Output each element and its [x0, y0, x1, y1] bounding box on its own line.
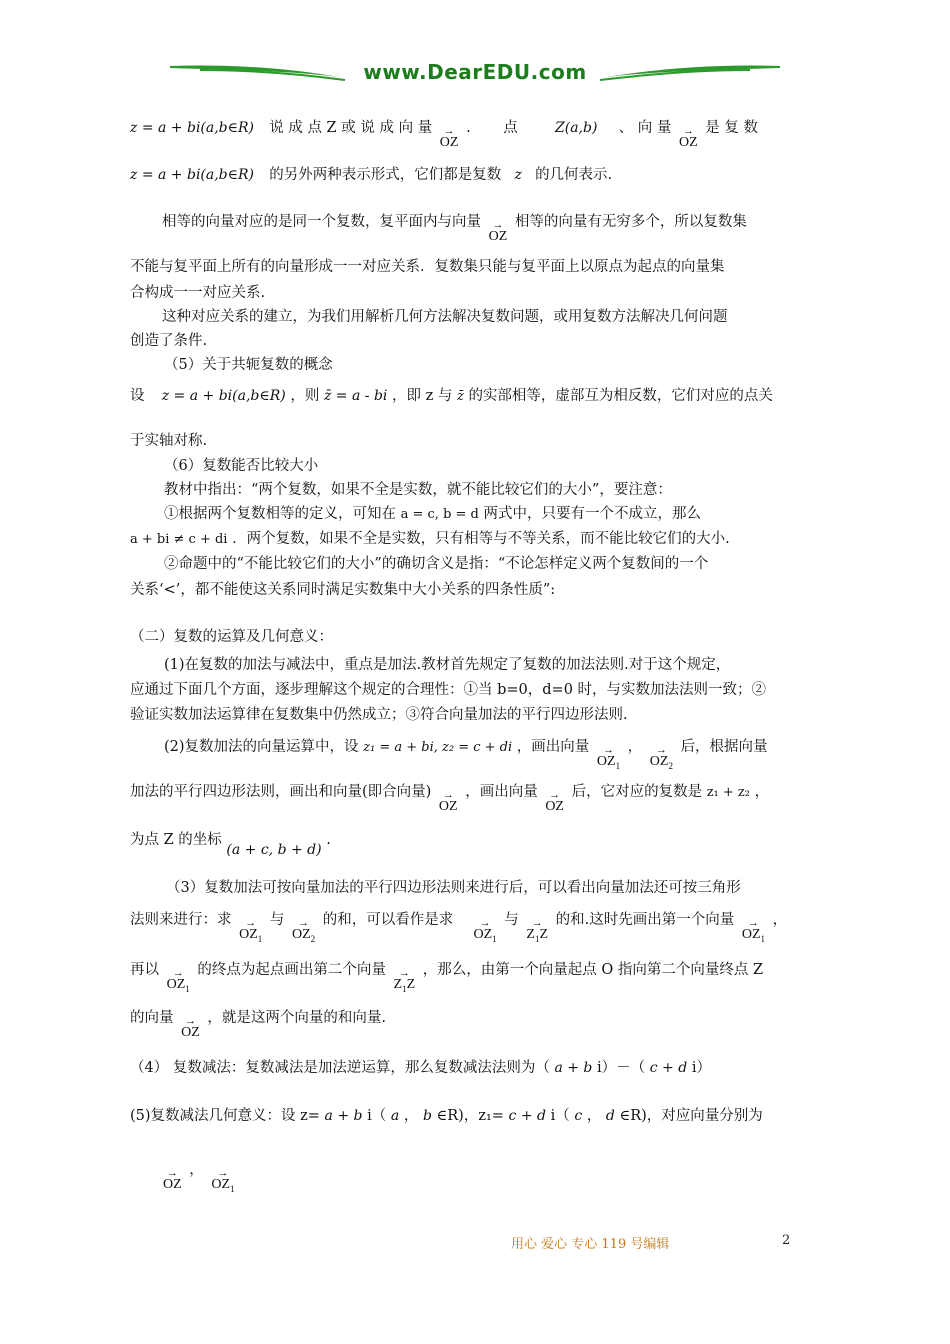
text-line: 应通过下面几个方面，逐步理解这个规定的合理性：①当 b=0，d=0 时，与实数加法法则一致；② — [130, 682, 767, 698]
text-line: 关系‘<’，都不能使这关系同时满足实数集中大小关系的四条性质”: — [130, 582, 556, 598]
formula: c + d — [649, 1060, 688, 1076]
vector-OZ2: → $OZ_2$ — [292, 917, 316, 944]
text-line: （4） 复数减法：复数减法是加法逆运算，那么复数减法法则为（ a + b i）－（ c + d i） — [130, 1060, 711, 1076]
text-line — [130, 165, 612, 185]
formula: z = a + bi(a,b∈R) — [130, 167, 255, 183]
vector-OZ1: → $OZ_1$ — [239, 917, 263, 944]
vector-OZ: → OZ — [545, 789, 564, 814]
vector-OZ1: → $OZ_1$ — [211, 1167, 235, 1194]
text-line: a + bi ≠ c + di ．两个复数，如果不全是实数，只有相等与不等关系，而不能比较它们的大小. — [130, 531, 730, 547]
text-line: 这种对应关系的建立，为我们用解析几何方法解决复数问题，或用复数方法解决几何问题 — [162, 309, 728, 325]
section-heading: （二）复数的运算及几何意义： — [130, 629, 333, 645]
text-line: （3）复数加法可按向量加法的平行四边形法则来进行后，可以看出向量加法还可按三角形 — [166, 880, 741, 896]
text: 是 复 数 — [705, 120, 758, 136]
formula: c + d — [508, 1108, 546, 1124]
text: 点 — [503, 120, 518, 136]
formula: z̄ — [456, 389, 464, 404]
vector-OZ1: → $OZ_1$ — [473, 917, 497, 944]
formula: (a + c, b + d) — [226, 842, 322, 858]
formula: a = c, b = d — [400, 507, 479, 522]
text-line: 不能与复平面上所有的向量形成一一对应关系．复数集只能与复平面上以原点为起点的向量集 — [130, 259, 725, 275]
text-line: 法则来进行：求 → $OZ_1$ 与 → $OZ_2$ 的和，可以看作是求 → $OZ_1$ 与 → $Z_1Z$ 的和.这时先画出第一个向量 → $OZ_1$ ， — [130, 912, 788, 944]
formula: z = a + bi(a,b∈R) — [130, 120, 255, 136]
text-line: z = a + bi(a,b∈R) 说 成 点 Z 或 说 成 向 量 → OZ . 点 Z(a,b) 、 向 量 → OZ 是 复 数 — [130, 120, 758, 150]
text-line: 验证实数加法运算律在复数集中仍然成立；③符合向量加法的平行四边形法则. — [130, 707, 628, 723]
text-line: 创造了条件. — [130, 333, 208, 349]
vector-OZ: → OZ — [163, 1167, 182, 1192]
formula: a + b — [554, 1060, 593, 1076]
footer-text: 用心 爱心 专心 119 号编辑 — [511, 1237, 670, 1252]
text-line: 加法的平行四边形法则，画出和向量(即合向量) → OZ ，画出向量 → OZ 后，它对应的复数是 z₁ + z₂ ， — [130, 784, 770, 814]
header-banner — [170, 58, 780, 88]
formula: z — [514, 167, 522, 183]
page-number: 2 — [782, 1233, 791, 1248]
formula: z = a + bi(a,b∈R) — [161, 388, 286, 404]
vector-OZ: → OZ — [439, 125, 459, 150]
text: 的几何表示. — [535, 167, 613, 183]
text-line: 再以 → $OZ_1$ 的终点为起点画出第二个向量 → $Z_1Z$ ，那么，由第一个向量起点 O 指向第二个向量终点 Z — [130, 962, 764, 994]
text-line: 合构成一一对应关系. — [130, 285, 266, 301]
vector-OZ2: → $OZ_2$ — [649, 744, 673, 771]
vector-OZ: → OZ — [438, 789, 458, 814]
text-line: 设 z = a + bi(a,b∈R) ，则 z̄ = a - bi ，即 z 与 z̄ 的实部相等，虚部互为相反数，它们对应的点关 — [130, 388, 773, 404]
section-heading: （6）复数能否比较大小 — [164, 458, 319, 474]
text: 说 成 点 Z 或 说 成 向 量 — [269, 120, 433, 136]
text-line: (5)复数减法几何意义：设 z= a + b i（ a ， b ∈R)，z₁= c + d i（ c ， d ∈R)，对应向量分别为 — [130, 1108, 763, 1124]
section-heading: （5）关于共轭复数的概念 — [164, 357, 333, 373]
text-line: (1)在复数的加法与减法中，重点是加法.教材首先规定了复数的加法法则.对于这个规定， — [164, 657, 731, 673]
formula: a + bi ≠ c + di — [130, 532, 228, 547]
formula: z̄ = a - bi — [323, 388, 388, 404]
site-logo-text: www.DearEDU.com — [363, 60, 587, 84]
vector-OZ1: → $OZ_1$ — [166, 967, 190, 994]
text-line: (2)复数加法的向量运算中，设 z₁ = a + bi, z₂ = c + di ，画出向量 → $OZ_1$ ， → $OZ_2$ 后，根据向量 — [164, 739, 768, 771]
text-line: 于实轴对称. — [130, 433, 208, 449]
text: 的另外两种表示形式，它们都是复数 — [269, 167, 502, 183]
text-line: → OZ ， → $OZ_1$ — [163, 1162, 235, 1194]
text-line: 为点 Z 的坐标 (a + c, b + d) . — [130, 832, 331, 858]
formula: a + b — [324, 1108, 363, 1124]
vector-Z1Z: → $Z_1Z$ — [526, 917, 549, 944]
formula: z₁ + z₂ — [706, 785, 750, 800]
vector-OZ1: → $OZ_1$ — [596, 744, 621, 771]
vector-OZ1: → $OZ_1$ — [741, 917, 766, 944]
vector-Z1Z: → $Z_1Z$ — [393, 967, 416, 994]
text-line: 教材中指出：“两个复数，如果不全是实数，就不能比较它们的大小”，要注意： — [164, 482, 672, 498]
vector-OZ: → OZ — [678, 125, 698, 150]
vector-OZ: → OZ — [181, 1015, 200, 1040]
text-line: ②命题中的“不能比较它们的大小”的确切含义是指：“不论怎样定义两个复数间的一个 — [164, 556, 709, 572]
formula: z₁ = a + bi, z₂ = c + di — [363, 740, 513, 755]
text: 、 向 量 — [618, 120, 672, 136]
text-line: 相等的向量对应的是同一个复数，复平面内与向量 → OZ 相等的向量有无穷多个，所以复数集 — [162, 214, 747, 244]
text-line: 的向量 → OZ ，就是这两个向量的和向量. — [130, 1010, 386, 1040]
formula: Z(a,b) — [555, 120, 598, 136]
text-line: ①根据两个复数相等的定义，可知在 a = c, b = d 两式中，只要有一个不成立，那么 — [164, 506, 701, 522]
vector-OZ: → OZ — [488, 219, 508, 244]
